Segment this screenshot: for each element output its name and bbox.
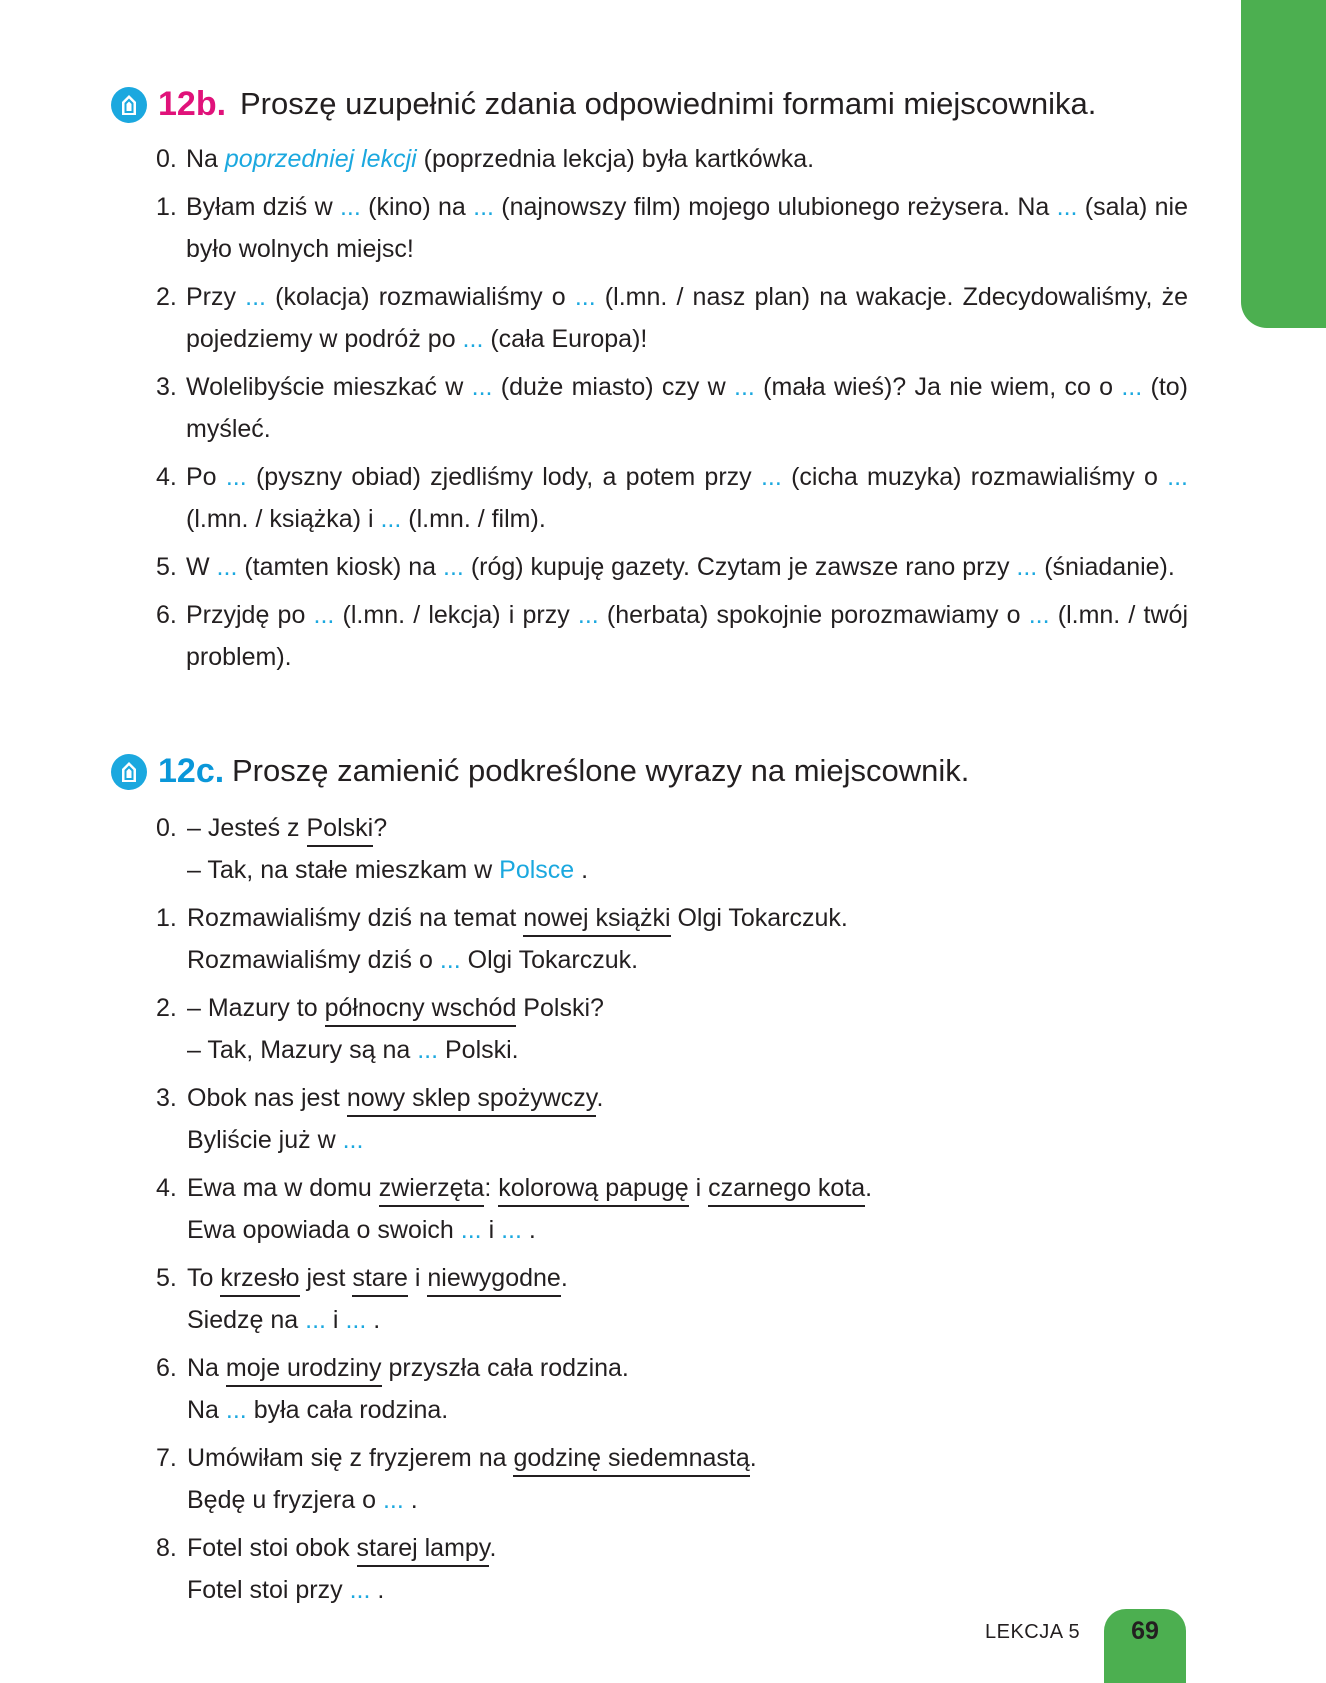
answer-blank[interactable]: ... xyxy=(439,946,461,974)
target-sentence xyxy=(187,1569,1188,1611)
answer-blank[interactable]: ... xyxy=(216,553,238,581)
item-text: Polski. xyxy=(438,1036,519,1064)
item-text: . xyxy=(596,1084,604,1112)
item-text: – Jesteś z xyxy=(187,814,307,842)
item-text: . xyxy=(521,1216,536,1244)
item-text: . xyxy=(403,1486,418,1514)
item-number: 7. xyxy=(156,1444,177,1472)
item-text: . xyxy=(366,1306,381,1334)
list-item xyxy=(156,1257,1188,1341)
answer-blank[interactable]: ... xyxy=(313,601,335,629)
answer-blank[interactable]: ... xyxy=(473,193,494,221)
pencil-circle-icon xyxy=(110,86,148,124)
example-answer: Polsce xyxy=(499,856,575,884)
answer-blank[interactable]: ... xyxy=(382,1486,404,1514)
answer-blank[interactable]: ... xyxy=(342,1126,364,1154)
target-sentence xyxy=(187,849,1188,891)
exercise-12b xyxy=(0,78,1326,671)
target-sentence xyxy=(187,1299,1188,1341)
item-text: : xyxy=(484,1174,499,1202)
source-sentence xyxy=(187,807,1188,849)
item-text: i xyxy=(325,1306,346,1334)
answer-blank[interactable]: ... xyxy=(225,1396,247,1424)
item-text: W xyxy=(186,553,217,581)
list-item xyxy=(156,186,1188,270)
answer-blank[interactable]: ... xyxy=(501,1216,522,1244)
source-sentence xyxy=(187,1167,1188,1209)
item-text: i xyxy=(688,1174,709,1202)
answer-blank[interactable]: ... xyxy=(345,1306,367,1334)
answer-blank[interactable]: ... xyxy=(349,1576,371,1604)
item-text: (l.mn. / książka) i xyxy=(186,505,381,533)
lesson-label: LEKCJA 5 xyxy=(985,1621,1081,1643)
list-item xyxy=(156,546,1188,588)
item-text: Przy xyxy=(186,283,246,311)
item-text: jest xyxy=(299,1264,353,1292)
item-number: 4. xyxy=(156,1174,177,1202)
underlined-word: stare xyxy=(352,1264,408,1297)
example-answer: poprzedniej lekcji xyxy=(224,145,417,173)
list-item xyxy=(156,456,1188,540)
exercise-number: 12b. xyxy=(158,85,227,123)
item-number: 1. xyxy=(156,193,177,221)
source-sentence xyxy=(187,1257,1188,1299)
answer-blank[interactable]: ... xyxy=(1028,601,1050,629)
underlined-word: moje urodziny xyxy=(226,1354,382,1387)
underlined-word: nowej książki xyxy=(523,904,670,937)
item-text: Umówiłam się z fryzjerem na xyxy=(187,1444,514,1472)
underlined-word: czarnego kota xyxy=(708,1174,865,1207)
item-text: . xyxy=(574,856,589,884)
item-number: 0. xyxy=(156,145,177,173)
exercise-12c xyxy=(0,745,1326,1604)
underlined-word: starej lampy xyxy=(357,1534,490,1567)
exercise-instruction: Proszę uzupełnić zdania odpowiednimi formami miejscownika. xyxy=(240,86,1097,121)
item-text: . xyxy=(560,1264,568,1292)
exercise-header xyxy=(0,78,1326,130)
item-text: . xyxy=(865,1174,873,1202)
item-number: 5. xyxy=(156,1264,177,1292)
item-text: (duże miasto) czy w xyxy=(492,373,735,401)
answer-blank[interactable]: ... xyxy=(577,601,599,629)
item-text: (to) myśleć. xyxy=(186,373,1189,443)
item-number: 2. xyxy=(156,283,177,311)
list-item xyxy=(156,807,1188,891)
source-sentence xyxy=(187,987,1188,1029)
list-item xyxy=(156,1167,1188,1251)
page-number: 69 xyxy=(1104,1609,1186,1683)
source-sentence xyxy=(187,897,1188,939)
item-text: (sala) nie było wolnych miejsc! xyxy=(186,193,1188,263)
underlined-word: nowy sklep spożywczy xyxy=(347,1084,597,1117)
source-sentence xyxy=(187,1347,1188,1389)
answer-blank[interactable]: ... xyxy=(305,1306,326,1334)
item-number: 4. xyxy=(156,463,177,491)
item-text: Przyjdę po xyxy=(186,601,314,629)
target-sentence xyxy=(187,939,1188,981)
item-text: Na xyxy=(187,1396,226,1424)
item-number: 1. xyxy=(156,904,177,932)
underlined-word: krzesło xyxy=(220,1264,299,1297)
answer-blank[interactable]: ... xyxy=(734,373,755,401)
item-number: 3. xyxy=(156,1084,177,1112)
underlined-word: kolorową papugę xyxy=(498,1174,688,1207)
chapter-side-tab xyxy=(1241,0,1326,328)
target-sentence xyxy=(187,1029,1188,1071)
item-text: ? xyxy=(373,814,388,842)
item-text: i xyxy=(407,1264,428,1292)
item-text: (mała wieś)? Ja nie wiem, co o xyxy=(754,373,1122,401)
answer-blank[interactable]: ... xyxy=(471,373,493,401)
item-text: (najnowszy film) mojego ulubionego reżysera. Na xyxy=(493,193,1057,221)
answer-blank[interactable]: ... xyxy=(574,283,596,311)
item-text: Olgi Tokarczuk. xyxy=(670,904,848,932)
answer-blank[interactable]: ... xyxy=(443,553,464,581)
target-sentence xyxy=(187,1479,1188,1521)
item-text: . xyxy=(749,1444,757,1472)
item-text: Rozmawialiśmy dziś o xyxy=(187,946,440,974)
item-text: – Tak, Mazury są na xyxy=(187,1036,418,1064)
item-number: 0. xyxy=(156,814,177,842)
list-item xyxy=(156,1437,1188,1521)
item-text: Obok nas jest xyxy=(187,1084,347,1112)
item-text: To xyxy=(187,1264,221,1292)
item-text: Wolelibyście mieszkać w xyxy=(186,373,472,401)
underlined-word: zwierzęta xyxy=(379,1174,485,1207)
item-text: Na xyxy=(187,1354,226,1382)
item-text: Siedzę na xyxy=(187,1306,306,1334)
item-text: Ewa ma w domu xyxy=(187,1174,379,1202)
target-sentence xyxy=(187,1209,1188,1251)
item-number: 2. xyxy=(156,994,177,1022)
item-text: i xyxy=(481,1216,502,1244)
list-item xyxy=(156,366,1188,450)
item-number: 6. xyxy=(156,601,177,629)
item-text: – Tak, na stałe mieszkam w xyxy=(187,856,500,884)
item-text: przyszła cała rodzina. xyxy=(381,1354,629,1382)
item-text: (kolacja) rozmawialiśmy o xyxy=(265,283,575,311)
item-text: Fotel stoi obok xyxy=(187,1534,357,1562)
item-text: Po xyxy=(186,463,226,491)
item-text: Będę u fryzjera o xyxy=(187,1486,383,1514)
item-number: 8. xyxy=(156,1534,177,1562)
exercise-items xyxy=(156,807,1188,1617)
item-text: Polski? xyxy=(516,994,604,1022)
exercise-header xyxy=(0,745,1326,797)
target-sentence xyxy=(187,1119,1188,1161)
item-text: (l.mn. / nasz plan) na wakacje. Zdecydowaliśmy, że pojedziemy w podróż po xyxy=(186,283,1188,353)
item-number: 3. xyxy=(156,373,177,401)
answer-blank[interactable]: ... xyxy=(462,325,484,353)
list-item xyxy=(156,594,1188,678)
item-text: Olgi Tokarczuk. xyxy=(460,946,639,974)
answer-blank[interactable]: ... xyxy=(760,463,782,491)
source-sentence xyxy=(187,1437,1188,1479)
item-text: była cała rodzina. xyxy=(246,1396,449,1424)
item-number: 5. xyxy=(156,553,177,581)
answer-blank[interactable]: ... xyxy=(245,283,266,311)
item-number: 6. xyxy=(156,1354,177,1382)
exercise-instruction: Proszę zamienić podkreślone wyrazy na miejscownik. xyxy=(232,753,970,788)
list-item xyxy=(156,897,1188,981)
list-item xyxy=(156,987,1188,1071)
item-text: (l.mn. / twój problem). xyxy=(186,601,1188,671)
list-item xyxy=(156,138,1188,180)
list-item xyxy=(156,1347,1188,1431)
item-text: (śniadanie). xyxy=(1037,553,1175,581)
item-text: Na xyxy=(186,145,225,173)
item-text: Byliście już w xyxy=(187,1126,343,1154)
underlined-word: Polski xyxy=(307,814,374,847)
answer-blank[interactable]: ... xyxy=(1167,463,1188,491)
exercise-number: 12c. xyxy=(158,752,225,790)
item-text: Rozmawialiśmy dziś na temat xyxy=(187,904,524,932)
item-text: (poprzednia lekcja) była kartkówka. xyxy=(416,145,815,173)
item-text: . xyxy=(489,1534,497,1562)
item-text: Fotel stoi przy xyxy=(187,1576,350,1604)
answer-blank[interactable]: ... xyxy=(225,463,247,491)
item-text: Byłam dziś w xyxy=(186,193,340,221)
item-text: . xyxy=(370,1576,385,1604)
answer-blank[interactable]: ... xyxy=(1016,553,1038,581)
item-text: (tamten kiosk) na xyxy=(237,553,444,581)
answer-blank[interactable]: ... xyxy=(339,193,361,221)
answer-blank[interactable]: ... xyxy=(1121,373,1143,401)
answer-blank[interactable]: ... xyxy=(1056,193,1078,221)
answer-blank[interactable]: ... xyxy=(417,1036,439,1064)
list-item xyxy=(156,1077,1188,1161)
underlined-word: godzinę siedemnastą xyxy=(513,1444,749,1477)
underlined-word: niewygodne xyxy=(427,1264,560,1297)
source-sentence xyxy=(187,1527,1188,1569)
answer-blank[interactable]: ... xyxy=(380,505,402,533)
item-text: (l.mn. / film). xyxy=(401,505,546,533)
item-text: (pyszny obiad) zjedliśmy lody, a potem przy xyxy=(246,463,761,491)
answer-blank[interactable]: ... xyxy=(460,1216,482,1244)
target-sentence xyxy=(187,1389,1188,1431)
underlined-word: północny wschód xyxy=(325,994,517,1027)
item-text: (kino) na xyxy=(360,193,474,221)
item-text: Ewa opowiada o swoich xyxy=(187,1216,461,1244)
list-item xyxy=(156,1527,1188,1611)
item-text: (róg) kupuję gazety. Czytam je zawsze rano przy xyxy=(463,553,1017,581)
item-text: (l.mn. / lekcja) i przy xyxy=(334,601,578,629)
item-text: (cicha muzyka) rozmawialiśmy o xyxy=(781,463,1168,491)
source-sentence xyxy=(187,1077,1188,1119)
item-text: (herbata) spokojnie porozmawiamy o xyxy=(598,601,1029,629)
item-text: – Mazury to xyxy=(187,994,325,1022)
exercise-items xyxy=(156,138,1188,684)
list-item xyxy=(156,276,1188,360)
item-text: (cała Europa)! xyxy=(483,325,648,353)
pencil-circle-icon xyxy=(110,753,148,791)
